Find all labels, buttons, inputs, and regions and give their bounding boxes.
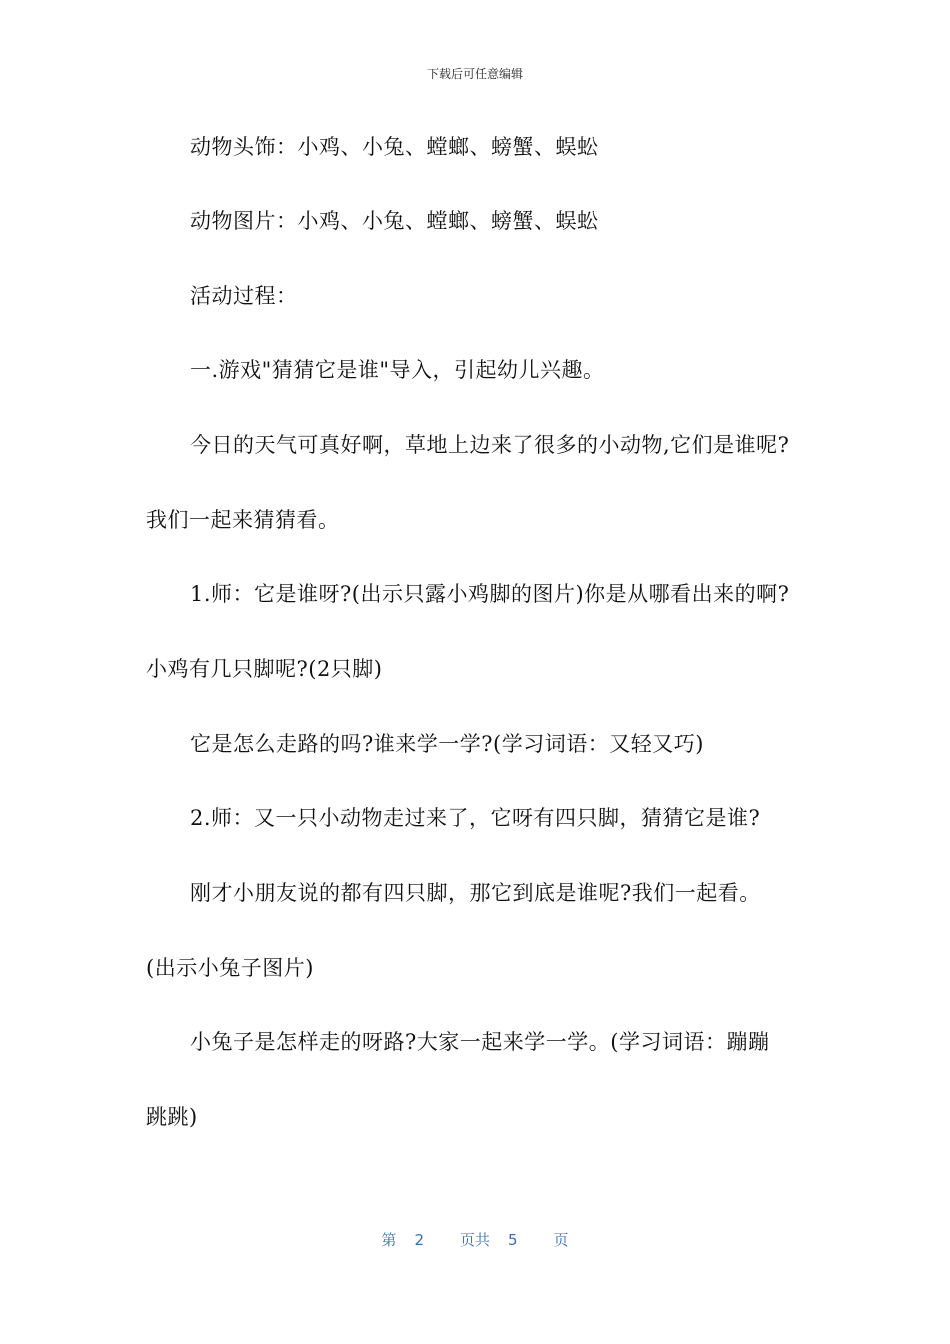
footer-suffix: 页 [553,1231,569,1249]
paragraph-pictures: 动物图片：小鸡、小兔、螳螂、螃蟹、蜈蚣 [190,209,599,233]
paragraph-rabbit-line2: 跳跳) [146,1105,198,1129]
footer-prefix: 第 [381,1231,397,1249]
paragraph-rabbit-line1: 小兔子是怎样走的呀路?大家一起来学一学。(学习词语：蹦蹦 [190,1030,770,1054]
section-heading-process: 活动过程： [190,284,298,308]
paragraph-chicken-walk: 它是怎么走路的吗?谁来学一学?(学习词语：又轻又巧) [190,732,704,756]
paragraph-who-line2: (出示小兔子图片) [146,956,314,980]
paragraph-intro-line1: 今日的天气可真好啊，草地上边来了很多的小动物,它们是谁呢? [190,433,790,457]
step-heading-1: 一.游戏"猜猜它是谁"导入，引起幼儿兴趣。 [190,358,605,382]
footer-total-pages: 5 [508,1231,518,1249]
footer-page-number: 2 [414,1231,424,1249]
paragraph-four-legs: 2.师：又一只小动物走过来了，它呀有四只脚，猜猜它是谁? [190,806,761,830]
paragraph-chicken-line1: 1.师：它是谁呀?(出示只露小鸡脚的图片)你是从哪看出来的啊? [190,582,790,606]
paragraph-chicken-line2: 小鸡有几只脚呢?(2只脚) [146,657,383,681]
footer-middle: 页共 [459,1231,490,1249]
paragraph-who-line1: 刚才小朋友说的都有四只脚，那它到底是谁呢?我们一起看。 [190,881,761,905]
page-footer [0,1230,950,1250]
paragraph-headwear: 动物头饰：小鸡、小兔、螳螂、螃蟹、蜈蚣 [190,135,599,159]
paragraph-intro-line2: 我们一起来猜猜看。 [146,508,340,532]
page-header: 下载后可任意编辑 [426,67,523,81]
